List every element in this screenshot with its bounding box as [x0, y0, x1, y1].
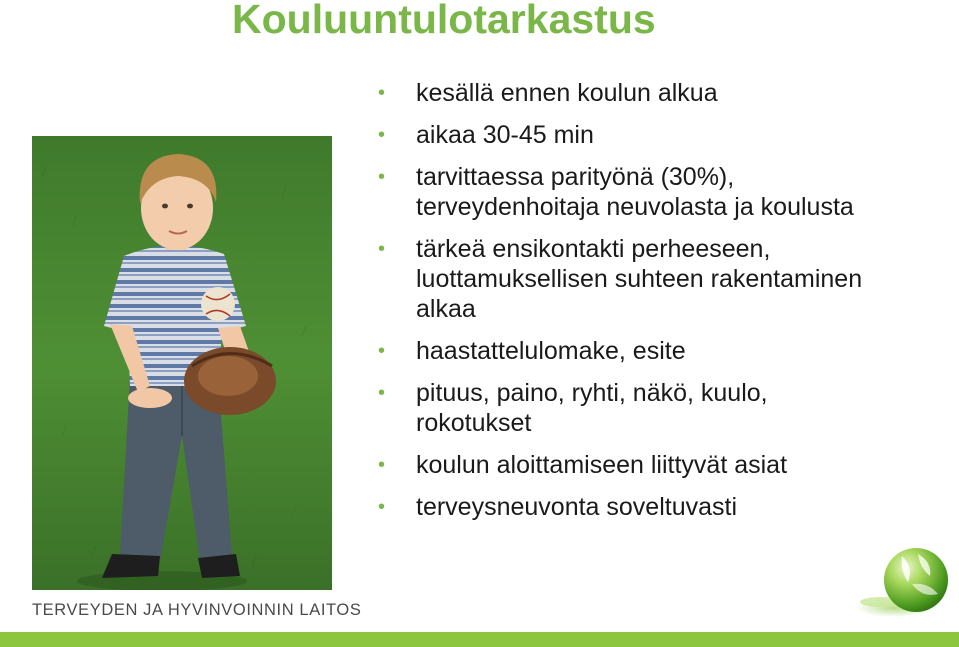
bullet-dot-icon: •	[378, 238, 386, 260]
bullet-text: tärkeä ensikontakti perheeseen, luottamuksellisen suhteen rakentaminen alkaa	[416, 235, 863, 323]
boy-with-baseball-glove-photo	[32, 136, 332, 590]
bullet-dot-icon: •	[378, 82, 386, 104]
bullet-item	[376, 336, 936, 366]
bullet-dot-icon: •	[378, 124, 386, 146]
bullet-item	[376, 78, 936, 108]
slide-title: Kouluuntulotarkastus	[232, 0, 656, 42]
bullet-item	[376, 120, 936, 150]
bullet-text: aikaa 30-45 min	[416, 121, 594, 149]
bullet-text: koulun aloittamiseen liittyvät asiat	[416, 451, 788, 479]
bullet-item	[376, 450, 936, 480]
bullet-dot-icon: •	[378, 454, 386, 476]
bullet-text: kesällä ennen koulun alkua	[416, 79, 718, 107]
bullet-list	[376, 78, 936, 534]
bullet-dot-icon: •	[378, 496, 386, 518]
bullet-item	[376, 492, 936, 522]
bullet-text: haastattelulomake, esite	[416, 337, 686, 365]
green-sphere-logo-icon	[852, 542, 954, 624]
bullet-dot-icon: •	[378, 166, 386, 188]
bullet-text: terveysneuvonta soveltuvasti	[416, 493, 738, 521]
bullet-item	[376, 162, 936, 222]
bullet-text: tarvittaessa parityönä (30%), terveydenhoitaja neuvolasta ja koulusta	[416, 163, 854, 221]
bullet-dot-icon: •	[378, 340, 386, 362]
bullet-item	[376, 378, 936, 438]
organization-name: TERVEYDEN JA HYVINVOINNIN LAITOS	[32, 601, 362, 619]
bullet-text: pituus, paino, ryhti, näkö, kuulo, rokotukset	[416, 379, 768, 437]
bullet-dot-icon: •	[378, 382, 386, 404]
bullet-item	[376, 234, 936, 324]
footer-bar	[0, 632, 959, 647]
